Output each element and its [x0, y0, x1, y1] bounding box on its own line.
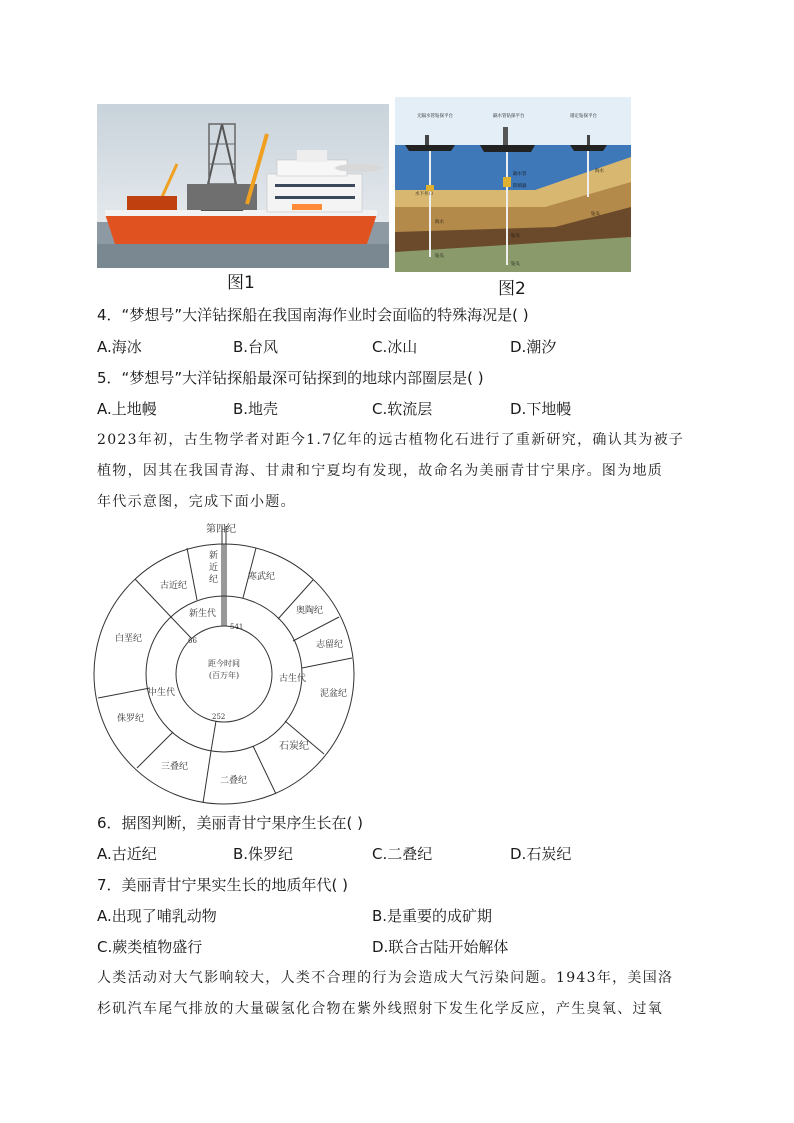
geologic-time-svg — [93, 518, 363, 808]
figure2-diagram — [395, 97, 631, 272]
fig2-label-11: 钻头 — [591, 212, 600, 217]
q6-option-c[interactable]: C.二叠纪 — [372, 845, 433, 863]
q5-option-a[interactable]: A.上地幔 — [97, 400, 157, 418]
label-quaternary: 第四纪 — [206, 524, 236, 535]
q4-stem: 4．“梦想号”大洋钻探船在我国南海作业时会面临的特殊海况是( ) — [97, 306, 529, 324]
q5-option-b[interactable]: B.地壳 — [233, 400, 279, 418]
drilling-platform-diagram — [395, 97, 631, 272]
period-triassic: 三叠纪 — [161, 762, 189, 772]
period-permian: 二叠纪 — [220, 776, 248, 786]
era-mesozoic: 中生代 — [148, 688, 176, 698]
q6-option-b[interactable]: B.侏罗纪 — [233, 845, 294, 863]
q7-option-d[interactable]: D.联合古陆开始解体 — [372, 938, 509, 956]
tick-66: 66 — [188, 637, 197, 645]
tick-541: 541 — [230, 623, 244, 631]
fig2-label-9: 钻头 — [435, 254, 444, 259]
geologic-time-diagram — [93, 518, 363, 808]
passage1-line3: 年代示意图，完成下面小题。 — [97, 494, 296, 510]
figure2-caption: 图2 — [498, 279, 526, 299]
q7-stem: 7．美丽青甘宁果实生长的地质年代( ) — [97, 876, 349, 894]
period-paleogene: 古近纪 — [160, 581, 188, 591]
q4-option-a[interactable]: A.海冰 — [97, 338, 142, 356]
q4-option-d[interactable]: D.潮汐 — [510, 338, 557, 356]
fig2-label-6: 隔水管 — [513, 172, 527, 177]
q6-option-a[interactable]: A.古近纪 — [97, 845, 157, 863]
fig2-label-3: 海水 — [595, 169, 604, 174]
q6-option-d[interactable]: D.石炭纪 — [510, 845, 572, 863]
fig2-label-1: 隔水管钻探平台 — [493, 114, 525, 119]
fig2-label-10: 钻头 — [511, 234, 520, 239]
period-neogene-2: 近 — [209, 563, 219, 573]
era-paleozoic: 古生代 — [279, 674, 307, 684]
fig2-label-0: 无隔水管钻探平台 — [417, 114, 453, 119]
q4-option-c[interactable]: C.冰山 — [372, 338, 418, 356]
period-cambrian: 寒武纪 — [248, 572, 276, 582]
q4-option-b[interactable]: B.台风 — [233, 338, 279, 356]
period-devonian: 泥盆纪 — [320, 689, 348, 699]
period-carboniferous: 石炭纪 — [279, 741, 309, 752]
fig2-label-4: 海水 — [435, 220, 444, 225]
passage1-line2: 植物，因其在我国青海、甘肃和宁夏均有发现，故命名为美丽青甘宁果序。图为地质 — [97, 463, 664, 479]
period-silurian: 志留纪 — [316, 640, 344, 650]
period-jurassic: 侏罗纪 — [117, 714, 145, 724]
period-ordovician: 奥陶纪 — [296, 606, 324, 616]
q5-stem: 5．“梦想号”大洋钻探船最深可钻探到的地球内部圈层是( ) — [97, 369, 484, 387]
figure1-caption: 图1 — [227, 273, 255, 293]
q5-option-c[interactable]: C.软流层 — [372, 400, 433, 418]
era-cenozoic: 新生代 — [189, 609, 217, 619]
figure1-photo — [97, 104, 389, 268]
passage2-line2: 杉矶汽车尾气排放的大量碳氢化合物在紫外线照射下发生化学反应，产生臭氧、过氧 — [97, 1001, 664, 1017]
center-label-2: (百万年) — [208, 671, 240, 680]
q6-stem: 6．据图判断，美丽青甘宁果序生长在( ) — [97, 814, 364, 832]
fig2-label-13: 钻头 — [511, 262, 520, 267]
tick-252: 252 — [212, 713, 226, 721]
fig2-label-7: 防喷器 — [513, 184, 527, 189]
q7-option-c[interactable]: C.蕨类植物盛行 — [97, 938, 203, 956]
passage1-line1: 2023年初，古生物学者对距今1.7亿年的远古植物化石进行了重新研究，确认其为被子 — [97, 432, 685, 448]
passage2-line1: 人类活动对大气影响较大，人类不合理的行为会造成大气污染问题。1943年，美国洛 — [97, 970, 674, 986]
q7-option-a[interactable]: A.出现了哺乳动物 — [97, 907, 217, 925]
fig2-label-2: 锚定钻探平台 — [570, 114, 597, 119]
q5-option-d[interactable]: D.下地幔 — [510, 400, 572, 418]
period-cretaceous: 白垩纪 — [115, 634, 143, 644]
q7-option-b[interactable]: B.是重要的成矿期 — [372, 907, 493, 925]
period-neogene-1: 新 — [209, 551, 219, 561]
period-neogene-3: 纪 — [209, 575, 219, 585]
drilling-ship-image — [97, 104, 389, 268]
fig2-label-5: 水下井口 — [415, 192, 433, 197]
center-label-1: 距今时间 — [208, 659, 240, 668]
